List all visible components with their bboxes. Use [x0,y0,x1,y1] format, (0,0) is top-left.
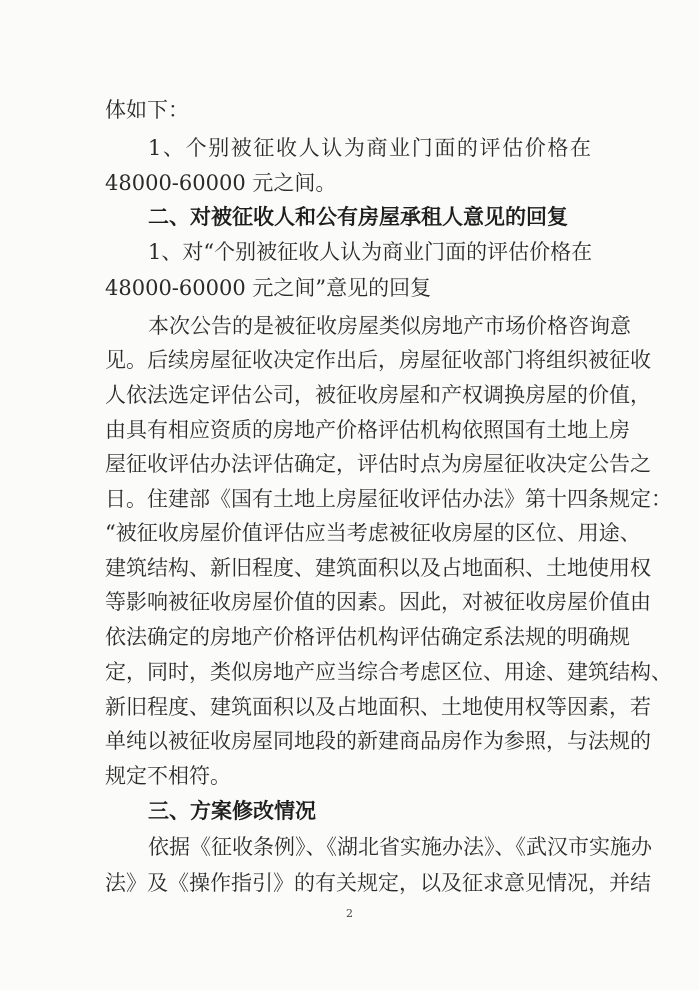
section-heading: 二、对被征收人和公有房屋承租人意见的回复 [148,204,568,229]
text-line: 由具有相应资质的房地产价格评估机构依照国有土地上房 [105,418,630,442]
text-line: “被征收房屋价值评估应当考虑被征收房屋的区位、用途、 [105,521,641,545]
text-line: 新旧程度、建筑面积以及占地面积、土地使用权等因素，若 [105,695,651,719]
page-number: 2 [346,907,353,920]
text-line: 等影响被征收房屋价值的因素。因此，对被征收房屋价值由 [105,590,651,614]
text-line: 日。住建部《国有土地上房屋征收评估办法》第十四条规定： [105,487,672,511]
text-line: 48000-60000 元之间”意见的回复 [105,276,432,300]
section-heading: 三、方案修改情况 [148,798,316,823]
text-line: 单纯以被征收房屋同地段的新建商品房作为参照，与法规的 [105,729,651,753]
text-line: 法》及《操作指引》的有关规定，以及征求意见情况，并结 [105,871,651,895]
text-line: 1、对“个别被征收人认为商业门面的评估价格在 [148,240,593,264]
text-line: 见。后续房屋征收决定作出后，房屋征收部门将组织被征收 [105,348,651,372]
text-line: 本次公告的是被征收房屋类似房地产市场价格咨询意 [148,314,631,338]
text-line: 建筑结构、新旧程度、建筑面积以及占地面积、土地使用权 [105,556,651,580]
text-line: 定，同时，类似房地产应当综合考虑区位、用途、建筑结构、 [105,660,672,684]
text-line: 依法确定的房地产价格评估机构评估确定系法规的明确规 [105,625,630,649]
text-line: 依据《征收条例》、《湖北省实施办法》、《武汉市实施办 [148,835,652,859]
text-line: 人依法选定评估公司，被征收房屋和产权调换房屋的价值， [105,383,651,407]
text-line: 体如下： [105,98,189,122]
text-line: 48000-60000 元之间。 [105,171,337,195]
text-line: 1、个别被征收人认为商业门面的评估价格在 [148,136,591,160]
text-line: 规定不相符。 [105,764,231,788]
text-line: 屋征收评估办法评估确定，评估时点为房屋征收决定公告之 [105,452,651,476]
